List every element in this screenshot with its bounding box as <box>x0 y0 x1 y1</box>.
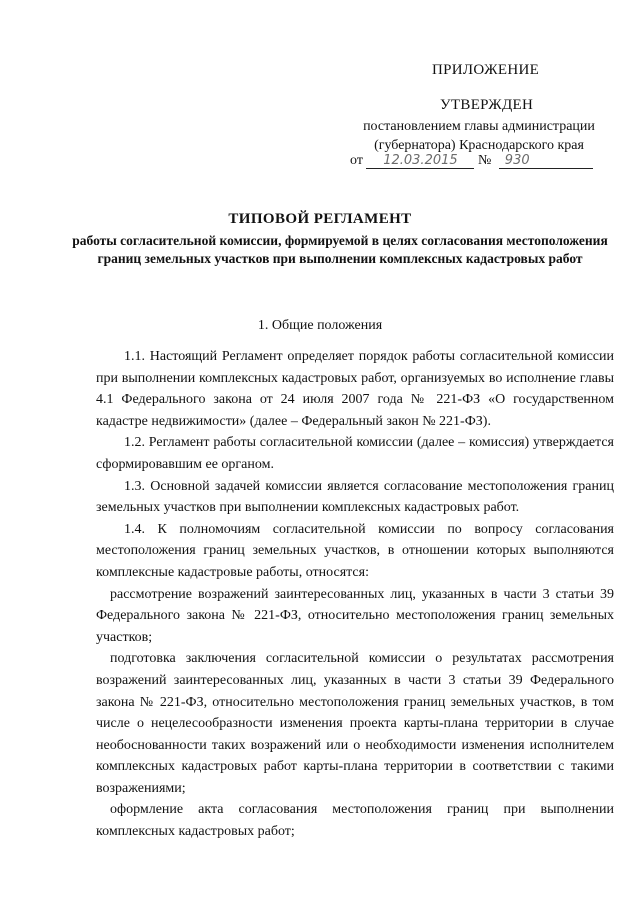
paragraph-1-1: 1.1. Настоящий Регламент определяет порядок работы согласительной комиссии при выполнении комплексных кадастровых работ, организуемых во исполнение главы 4.1 Федерального закона от 24 июля 2007 года № 221-ФЗ «О государственном кадастре недвижимости» (далее – Федеральный закон № 221-ФЗ). <box>96 349 614 429</box>
handwritten-number: 930 <box>499 154 593 169</box>
list-item-prepare-conclusion: подготовка заключения согласительной комиссии о результатах рассмотрения возражений заинтересованных лиц, указанных в части 3 статьи 39 Федерального закона № 221-ФЗ, относительно местоположения границ земельных участков, в том числе о нецелесообразности изменения проекта карты-плана территории в случае необоснованности таких возражений или о необходимости изменения исполнителем комплексных кадастровых работ карты-плана территории в соответствии с такими возражениями; <box>96 651 614 796</box>
list-item-review-objections: рассмотрение возражений заинтересованных лиц, указанных в части 3 статьи 39 Федерального закона № 221-ФЗ, относительно местоположения границ земельных участков; <box>96 586 614 645</box>
approved-label: УТВЕРЖДЕН <box>440 97 534 113</box>
handwritten-date: 12.03.2015 <box>366 154 474 169</box>
approved-by-line-1: постановлением главы администрации <box>363 119 595 134</box>
document-subtitle: работы согласительной комиссии, формируемой в целях согласования местоположения границ земельных участков при выполнении комплексных кадастровых работ <box>72 233 608 266</box>
document-body <box>96 346 614 843</box>
date-prefix: от <box>350 153 363 168</box>
resolution-date-line <box>350 153 593 169</box>
section-title: 1. Общие положения <box>257 318 383 333</box>
number-sign: № <box>477 153 492 168</box>
paragraph-1-2: 1.2. Регламент работы согласительной комиссии (далее – комиссия) утверждается сформировавшим ее органом. <box>96 435 614 472</box>
appendix-label: ПРИЛОЖЕНИЕ <box>432 62 540 78</box>
list-item-draw-up-act: оформление акта согласования местоположения границ при выполнении комплексных кадастровых работ; <box>96 802 614 840</box>
paragraph-1-4: 1.4. К полномочиям согласительной комиссии по вопросу согласования местоположения границ земельных участков, в отношении которых выполняются комплексные кадастровые работы, относятся: <box>96 521 614 580</box>
paragraph-1-3: 1.3. Основной задачей комиссии является согласование местоположения границ земельных участков при выполнении комплексных кадастровых работ. <box>96 478 614 516</box>
approved-by-line-2: (губернатора) Краснодарского края <box>374 138 584 153</box>
document-title: ТИПОВОЙ РЕГЛАМЕНТ <box>228 211 412 227</box>
